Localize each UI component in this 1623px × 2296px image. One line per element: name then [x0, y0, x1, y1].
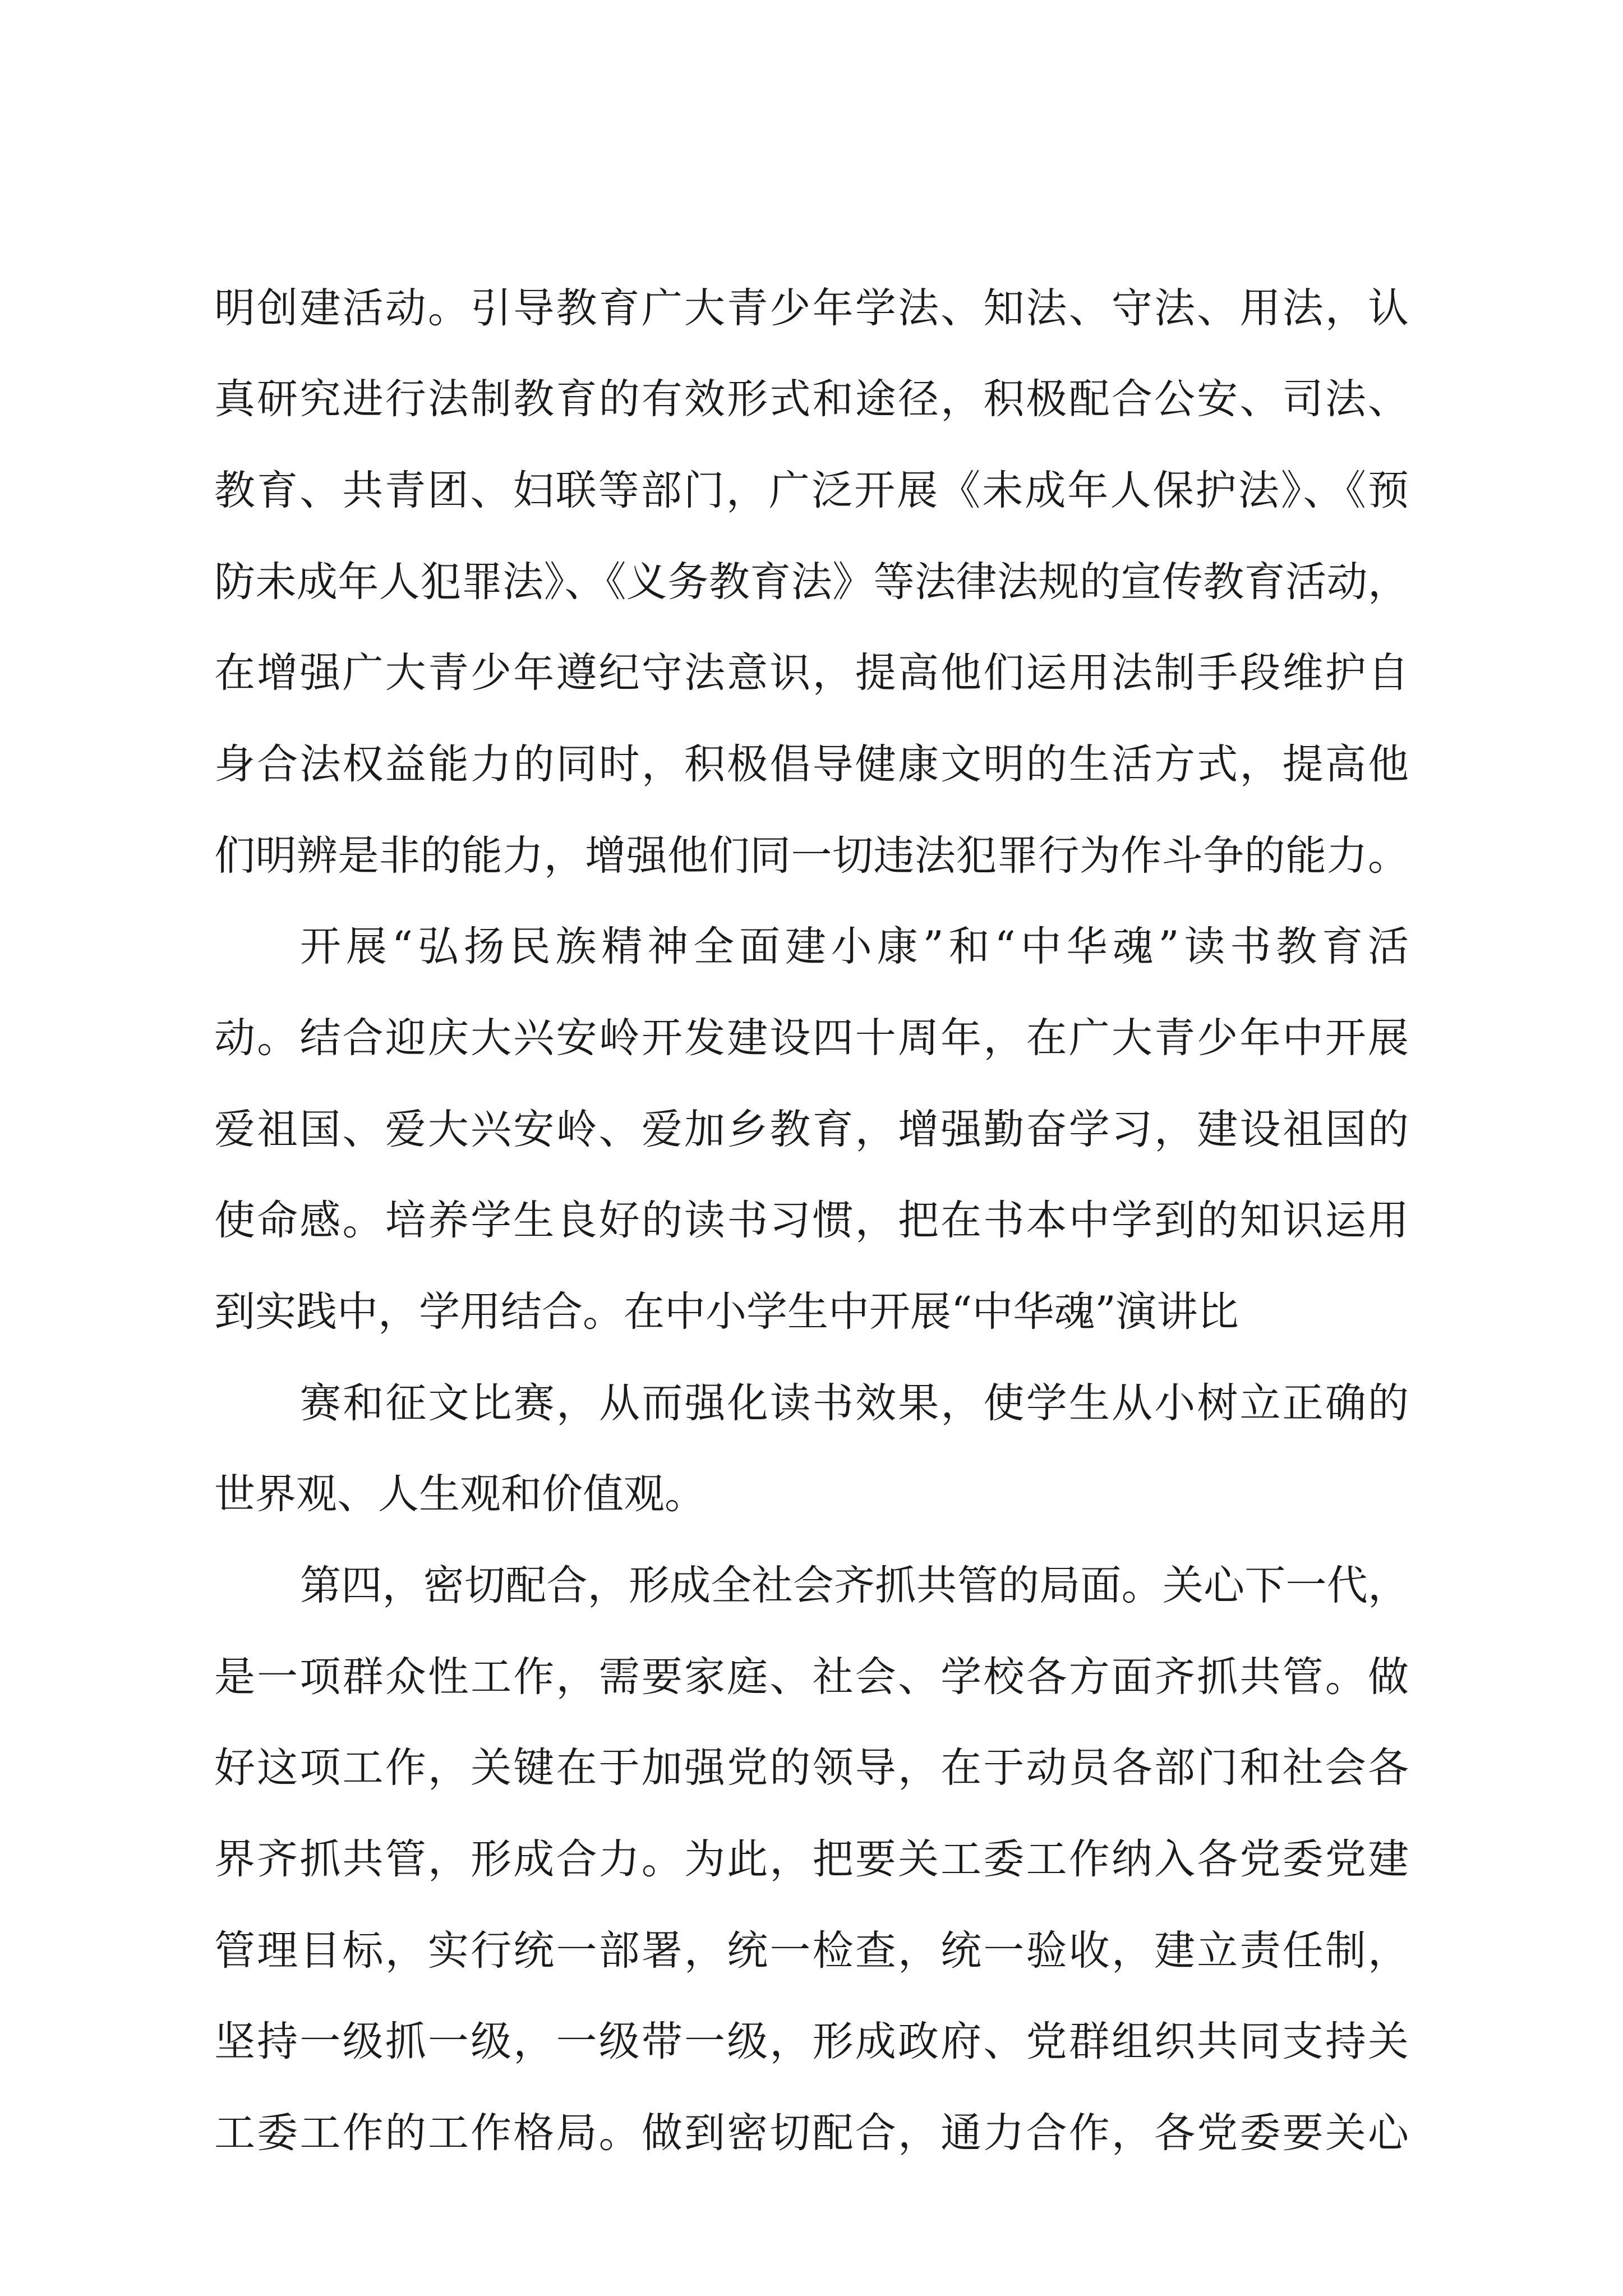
body-line-10: 爱祖国、爱大兴安岭、爱加乡教育，增强勤奋学习，建设祖国的 [214, 1106, 1409, 1153]
body-line-18: 界齐抓共管，形成合力。为此，把要关工委工作纳入各党委党建 [214, 1835, 1409, 1883]
body-line-1: 明创建活动。引导教育广大青少年学法、知法、守法、用法，认 [214, 284, 1409, 332]
body-line-21: 工委工作的工作格局。做到密切配合，通力合作，各党委要关心 [214, 2109, 1409, 2157]
body-line-8: 开展“弘扬民族精神全面建小康”和“中华魂”读书教育活 [300, 923, 1409, 970]
body-line-19: 管理目标，实行统一部署，统一检查，统一验收，建立责任制， [214, 1927, 1409, 1975]
body-line-4: 防未成年人犯罪法》、《义务教育法》等法律法规的宣传教育活动， [214, 558, 1409, 606]
body-line-20: 坚持一级抓一级，一级带一级，形成政府、党群组织共同支持关 [214, 2018, 1409, 2065]
body-line-9: 动。结合迎庆大兴安岭开发建设四十周年，在广大青少年中开展 [214, 1014, 1409, 1062]
body-line-15: 第四，密切配合，形成全社会齐抓共管的局面。关心下一代， [300, 1562, 1409, 1609]
body-line-3: 教育、共青团、妇联等部门，广泛开展《未成年人保护法》、《预 [214, 467, 1409, 514]
body-line-2: 真研究进行法制教育的有效形式和途径，积极配合公安、司法、 [214, 375, 1409, 423]
body-line-6: 身合法权益能力的同时，积极倡导健康文明的生活方式，提高他 [214, 740, 1409, 788]
body-line-14: 世界观、人生观和价值观。 [214, 1470, 706, 1518]
body-line-11: 使命感。培养学生良好的读书习惯，把在书本中学到的知识运用 [214, 1197, 1409, 1244]
body-line-17: 好这项工作，关键在于加强党的领导，在于动员各部门和社会各 [214, 1744, 1409, 1792]
body-line-7: 们明辨是非的能力，增强他们同一切违法犯罪行为作斗争的能力。 [214, 832, 1409, 880]
body-line-5: 在增强广大青少年遵纪守法意识，提高他们运用法制手段维护自 [214, 649, 1409, 697]
body-line-13: 赛和征文比赛，从而强化读书效果，使学生从小树立正确的 [300, 1379, 1409, 1427]
body-line-12: 到实践中，学用结合。在中小学生中开展“中华魂”演讲比 [214, 1288, 1239, 1336]
body-line-16: 是一项群众性工作，需要家庭、社会、学校各方面齐抓共管。做 [214, 1653, 1409, 1701]
